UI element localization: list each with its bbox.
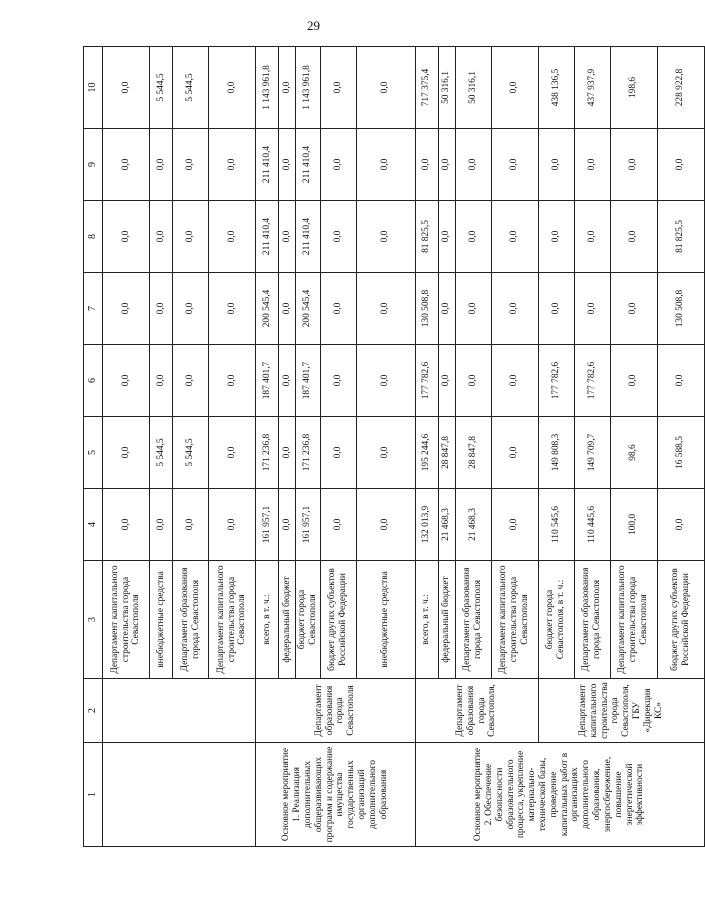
value-cell: 0,0 [279,489,296,561]
value-cell: 0,0 [356,47,415,129]
value-cell: 0,0 [491,417,538,489]
column-header: 9 [84,129,103,201]
value-cell: 149 709,7 [574,417,610,489]
value-cell: 198,6 [610,47,657,129]
value-cell: 0,0 [150,345,173,417]
value-cell: 0,0 [657,489,704,561]
value-cell: 0,0 [491,273,538,345]
table-viewport [83,47,691,847]
value-cell: 0,0 [209,47,256,129]
value-cell: 161 957,1 [296,489,321,561]
value-cell: 5 544,5 [150,47,173,129]
value-cell: 98,6 [610,417,657,489]
funding-source: всего, в т. ч.: [256,561,279,679]
value-cell: 0,0 [574,129,610,201]
funding-source: федеральный бюджет [279,561,296,679]
value-cell: 717 375,4 [415,47,438,129]
value-cell: 200 545,4 [296,273,321,345]
column-header: 1 [84,743,103,847]
table-header-row [84,47,103,847]
value-cell: 187 401,7 [256,345,279,417]
table-row [256,47,279,847]
value-cell: 1 143 961,8 [256,47,279,129]
value-cell: 0,0 [103,129,150,201]
value-cell: 0,0 [103,345,150,417]
column-header: 6 [84,345,103,417]
activity-cell-continued [103,743,256,847]
value-cell: 5 544,5 [150,417,173,489]
value-cell: 110 545,6 [538,489,574,561]
value-cell: 50 316,1 [438,47,455,129]
value-cell: 21 468,3 [438,489,455,561]
rotated-table-wrapper [83,47,691,847]
value-cell: 0,0 [610,129,657,201]
funding-source: бюджет города Севастополя, в т. ч.: [538,561,574,679]
value-cell: 0,0 [657,129,704,201]
value-cell: 0,0 [438,273,455,345]
value-cell: 0,0 [438,129,455,201]
value-cell: 0,0 [320,273,356,345]
value-cell: 0,0 [657,345,704,417]
value-cell: 0,0 [415,129,438,201]
activity-1-executor: Департамент образования города Севастополя [256,679,416,743]
value-cell: 0,0 [103,489,150,561]
value-cell: 0,0 [574,273,610,345]
column-header: 8 [84,201,103,273]
value-cell: 438 136,5 [538,47,574,129]
value-cell: 0,0 [455,273,491,345]
column-header: 4 [84,489,103,561]
activity-2-name: Основное мероприятие 2. Обеспечение безопасности образовательного процесса, укрепление материально-технической базы, проведение капитальных работ в организациях дополнительного образования, энергосбережение, повышение энергетической эффективности [415,743,704,847]
value-cell: 228 922,8 [657,47,704,129]
funding-source: бюджет других субъектов Российской Федерации [320,561,356,679]
value-cell: 28 847,8 [455,417,491,489]
value-cell: 0,0 [103,417,150,489]
value-cell: 16 588,5 [657,417,704,489]
value-cell: 0,0 [320,47,356,129]
value-cell: 0,0 [538,129,574,201]
value-cell: 0,0 [538,201,574,273]
value-cell: 0,0 [491,489,538,561]
value-cell: 437 937,9 [574,47,610,129]
value-cell: 0,0 [279,273,296,345]
value-cell: 0,0 [356,273,415,345]
value-cell: 0,0 [455,201,491,273]
value-cell: 0,0 [610,201,657,273]
budget-table [83,46,705,847]
value-cell: 171 236,8 [256,417,279,489]
value-cell: 0,0 [356,489,415,561]
value-cell: 0,0 [279,129,296,201]
executor-cell-continued [103,679,256,743]
column-header: 10 [84,47,103,129]
value-cell: 0,0 [279,345,296,417]
value-cell: 0,0 [320,129,356,201]
value-cell: 0,0 [173,273,209,345]
funding-source: Департамент образования города Севастополя [173,561,209,679]
value-cell: 0,0 [491,129,538,201]
column-header: 7 [84,273,103,345]
value-cell: 0,0 [150,489,173,561]
value-cell: 0,0 [103,47,150,129]
value-cell: 132 013,9 [415,489,438,561]
value-cell: 0,0 [320,201,356,273]
value-cell: 0,0 [209,201,256,273]
funding-source: Департамент капитального строительства города Севастополя [491,561,538,679]
value-cell: 0,0 [610,345,657,417]
value-cell: 0,0 [103,201,150,273]
page-number: 29 [307,18,320,33]
table-row [103,47,150,847]
funding-source: Департамент образования города Севастополя [574,561,610,679]
value-cell: 0,0 [455,129,491,201]
activity-2-executor-top: Департамент образования города Севастополя, [415,679,538,743]
value-cell: 0,0 [438,345,455,417]
value-cell: 161 957,1 [256,489,279,561]
value-cell: 0,0 [455,345,491,417]
value-cell: 200 545,4 [256,273,279,345]
value-cell: 0,0 [173,201,209,273]
value-cell: 130 508,8 [657,273,704,345]
value-cell: 211 410,4 [256,201,279,273]
value-cell: 0,0 [356,345,415,417]
value-cell: 110 445,6 [574,489,610,561]
funding-source: Департамент образования города Севастополя [455,561,491,679]
value-cell: 0,0 [209,489,256,561]
funding-source: внебюджетные средства [356,561,415,679]
value-cell: 0,0 [173,489,209,561]
value-cell: 195 244,6 [415,417,438,489]
value-cell: 5 544,5 [173,417,209,489]
value-cell: 0,0 [209,345,256,417]
column-header: 5 [84,417,103,489]
funding-source: федеральный бюджет [438,561,455,679]
value-cell: 0,0 [491,201,538,273]
value-cell: 0,0 [320,417,356,489]
value-cell: 0,0 [491,47,538,129]
funding-source: бюджет города Севастополя [296,561,321,679]
value-cell: 0,0 [173,129,209,201]
value-cell: 5 544,5 [173,47,209,129]
value-cell: 0,0 [491,345,538,417]
value-cell: 0,0 [356,201,415,273]
value-cell: 211 410,4 [256,129,279,201]
value-cell: 0,0 [574,201,610,273]
value-cell: 211 410,4 [296,129,321,201]
value-cell: 211 410,4 [296,201,321,273]
value-cell: 0,0 [279,201,296,273]
value-cell: 0,0 [438,201,455,273]
activity-2-executor-bottom: Департамент капитального строительства города Севастополя, ГБУ «Дирекция КС» [538,679,704,743]
value-cell: 177 782,6 [538,345,574,417]
value-cell: 0,0 [103,273,150,345]
value-cell: 0,0 [150,201,173,273]
value-cell: 0,0 [356,417,415,489]
value-cell: 177 782,6 [574,345,610,417]
value-cell: 0,0 [209,417,256,489]
funding-source: Департамент капитального строительства города Севастополя [209,561,256,679]
value-cell: 21 468,3 [455,489,491,561]
table-row [415,47,438,847]
value-cell: 0,0 [538,273,574,345]
value-cell: 130 508,8 [415,273,438,345]
value-cell: 0,0 [320,489,356,561]
column-header: 3 [84,561,103,679]
funding-source: Департамент капитального строительства города Севастополя [610,561,657,679]
funding-source: внебюджетные средства [150,561,173,679]
activity-1-name: Основное мероприятие 1. Реализация дополнительных общеразвивающих программ и содержание имущества государственных организаций дополнительного образования [256,743,416,847]
value-cell: 100,0 [610,489,657,561]
value-cell: 0,0 [610,273,657,345]
value-cell: 0,0 [209,273,256,345]
value-cell: 187 401,7 [296,345,321,417]
funding-source: всего, в т. ч.: [415,561,438,679]
funding-source: бюджет других субъектов Российской Федерации [657,561,704,679]
value-cell: 28 847,8 [438,417,455,489]
value-cell: 50 316,1 [455,47,491,129]
value-cell: 177 782,6 [415,345,438,417]
value-cell: 0,0 [320,345,356,417]
column-header: 2 [84,679,103,743]
value-cell: 81 825,5 [657,201,704,273]
value-cell: 0,0 [150,273,173,345]
value-cell: 1 143 961,8 [296,47,321,129]
value-cell: 171 236,8 [296,417,321,489]
value-cell: 0,0 [279,47,296,129]
value-cell: 81 825,5 [415,201,438,273]
value-cell: 0,0 [173,345,209,417]
value-cell: 0,0 [209,129,256,201]
value-cell: 0,0 [356,129,415,201]
value-cell: 0,0 [279,417,296,489]
table-row [538,47,574,847]
funding-source: Департамент капитального строительства города Севастополя [103,561,150,679]
value-cell: 149 808,3 [538,417,574,489]
value-cell: 0,0 [150,129,173,201]
